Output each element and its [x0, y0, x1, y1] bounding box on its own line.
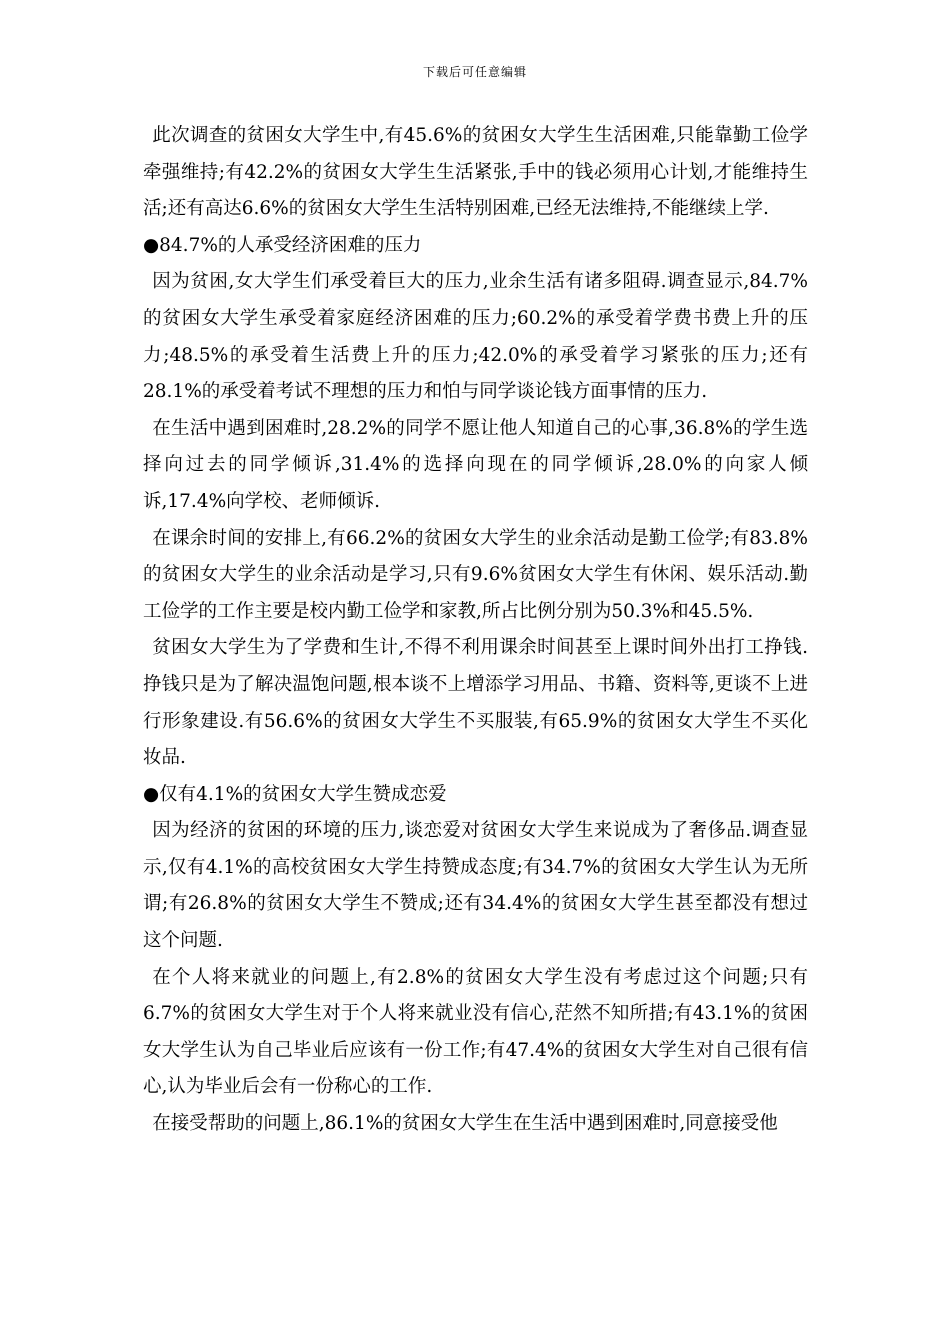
paragraph-part-time-work: 贫困女大学生为了学费和生计,不得不利用课余时间甚至上课时间外出打工挣钱.挣钱只是为了解决温饱问题,根本谈不上增添学习用品、书籍、资料等,更谈不上进行形象建设.有56.6%的贫困女大学生不买服装,有65.9%的贫困女大学生不买化妆品. [143, 637, 808, 769]
section-heading-romance: ●仅有4.1%的贫困女大学生赞成恋爱 [143, 783, 447, 805]
paragraph-living-difficulty: 此次调查的贫困女大学生中,有45.6%的贫困女大学生生活困难,只能靠勤工俭学牵强维持;有42.2%的贫困女大学生生活紧张,手中的钱必须用心计划,才能维持生活;还有高达6.6%的贫困女大学生生活特别困难,已经无法维持,不能继续上学. [143, 125, 808, 220]
paragraph-employment: 在个人将来就业的问题上,有2.8%的贫困女大学生没有考虑过这个问题;只有6.7%的贫困女大学生对于个人将来就业没有信心,茫然不知所措;有43.1%的贫困女大学生认为自己毕业后应该有一份工作;有47.4%的贫困女大学生对自己很有信心,认为毕业后会有一份称心的工作. [143, 966, 808, 1098]
section-heading-economic-pressure: ●84.7%的人承受经济困难的压力 [143, 234, 422, 256]
document-body [143, 118, 808, 1143]
page-header-note: 下载后可任意编辑 [422, 65, 527, 79]
paragraph-spare-time: 在课余时间的安排上,有66.2%的贫困女大学生的业余活动是勤工俭学;有83.8%的贫困女大学生的业余活动是学习,只有9.6%贫困女大学生有休闲、娱乐活动.勤工俭学的工作主要是校内勤工俭学和家教,所占比例分别为50.3%和45.5%. [143, 527, 808, 622]
paragraph-accepting-help: 在接受帮助的问题上,86.1%的贫困女大学生在生活中遇到困难时,同意接受他 [152, 1113, 778, 1135]
paragraph-confiding: 在生活中遇到困难时,28.2%的同学不愿让他人知道自己的心事,36.8%的学生选择向过去的同学倾诉,31.4%的选择向现在的同学倾诉,28.0%的向家人倾诉,17.4%向学校、老师倾诉. [143, 417, 808, 512]
paragraph-pressure-survey: 因为贫困,女大学生们承受着巨大的压力,业余生活有诸多阻碍.调查显示,84.7%的贫困女大学生承受着家庭经济困难的压力;60.2%的承受着学费书费上升的压力;48.5%的承受着生活费上升的压力;42.0%的承受着学习紧张的压力;还有28.1%的承受着考试不理想的压力和怕与同学谈论钱方面事情的压力. [143, 271, 808, 403]
paragraph-romance-survey: 因为经济的贫困的环境的压力,谈恋爱对贫困女大学生来说成为了奢侈品.调查显示,仅有4.1%的高校贫困女大学生持赞成态度;有34.7%的贫困女大学生认为无所谓;有26.8%的贫困女大学生不赞成;还有34.4%的贫困女大学生甚至都没有想过这个问题. [143, 820, 808, 952]
